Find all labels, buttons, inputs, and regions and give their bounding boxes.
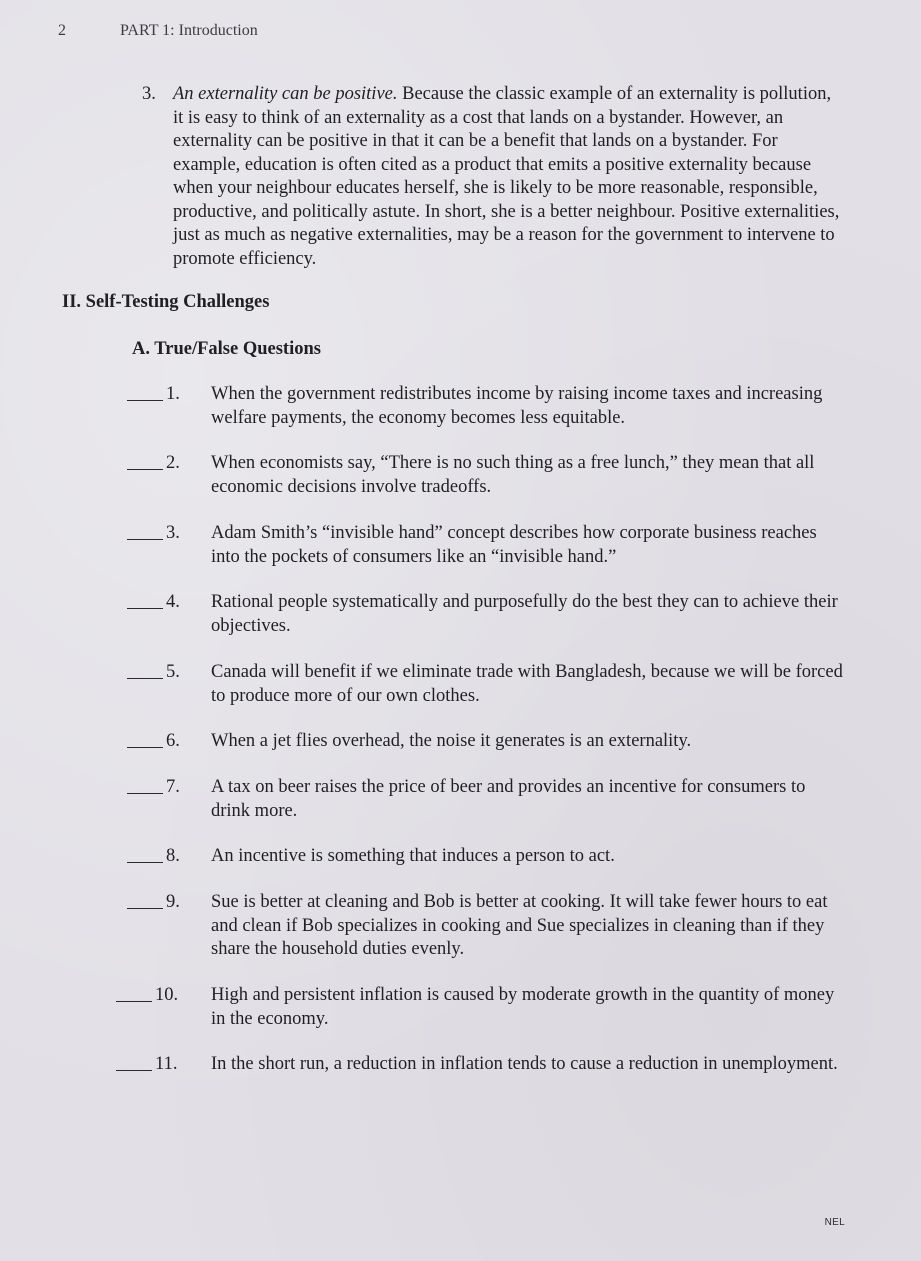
point-lead: An externality can be positive. [173, 84, 398, 104]
running-title: PART 1: Introduction [120, 22, 258, 39]
question-number: 4. [166, 592, 180, 612]
point-number: 3. [142, 84, 156, 104]
question-text: Rational people systematically and purposefully do the best they can to achieve their objectives. [211, 592, 838, 636]
question-number: 10. [155, 985, 179, 1005]
question-number: 5. [166, 662, 180, 682]
question-text: Adam Smith’s “invisible hand” concept describes how corporate business reaches into the pockets of consumers like an “invisible hand.” [211, 523, 817, 567]
answer-blank[interactable] [116, 1053, 152, 1071]
page-number: 2 [58, 22, 66, 39]
section-title: II. Self-Testing Challenges [62, 292, 270, 312]
subsection-title: A. True/False Questions [132, 339, 321, 359]
answer-blank[interactable] [127, 845, 163, 863]
question-text: A tax on beer raises the price of beer and provides an incentive for consumers to drink more. [211, 777, 806, 821]
question-text: When the government redistributes income by raising income taxes and increasing welfare payments, the economy becomes less equitable. [211, 384, 823, 428]
question-text: Canada will benefit if we eliminate trade with Bangladesh, because we will be forced to produce more of our own clothes. [211, 662, 843, 706]
page-header [58, 22, 258, 40]
answer-blank[interactable] [127, 383, 163, 401]
question-number: 7. [166, 777, 180, 797]
externality-point [142, 83, 842, 271]
question-text: Sue is better at cleaning and Bob is better at cooking. It will take fewer hours to eat and clean if Bob specializes in cooking and Sue specializes in cleaning than if they share the household duties evenly. [211, 892, 828, 959]
answer-blank[interactable] [127, 591, 163, 609]
question-text: In the short run, a reduction in inflation tends to cause a reduction in unemployment. [211, 1054, 838, 1074]
publisher-mark: NEL [824, 1217, 845, 1228]
answer-blank[interactable] [127, 522, 163, 540]
answer-blank[interactable] [127, 661, 163, 679]
question-number: 8. [166, 846, 180, 866]
question-number: 11. [155, 1054, 178, 1074]
answer-blank[interactable] [127, 452, 163, 470]
answer-blank[interactable] [127, 776, 163, 794]
question-number: 3. [166, 523, 180, 543]
point-text: Because the classic example of an externality is pollution, it is easy to think of an externality as a cost that lands on a bystander. However, an externality can be positive in that it can be a benefit that lands on a bystander. For example, education is often cited as a product that emits a positive externality because when your neighbour educates herself, she is likely to be more reasonable, responsible, productive, and politically astute. In short, she is a better neighbour. Positive externalities, just as much as negative externalities, may be a reason for the government to intervene to promote efficiency. [173, 84, 840, 269]
point-body [173, 83, 842, 271]
answer-blank[interactable] [127, 891, 163, 909]
answer-blank[interactable] [127, 730, 163, 748]
answer-blank[interactable] [116, 984, 152, 1002]
question-number: 1. [166, 384, 180, 404]
question-text: When a jet flies overhead, the noise it generates is an externality. [211, 731, 692, 751]
question-number: 2. [166, 453, 180, 473]
question-text: An incentive is something that induces a person to act. [211, 846, 615, 866]
question-text: High and persistent inflation is caused by moderate growth in the quantity of money in the economy. [211, 985, 835, 1029]
question-text: When economists say, “There is no such thing as a free lunch,” they mean that all economic decisions involve tradeoffs. [211, 453, 815, 497]
question-number: 9. [166, 892, 180, 912]
question-number: 6. [166, 731, 180, 751]
